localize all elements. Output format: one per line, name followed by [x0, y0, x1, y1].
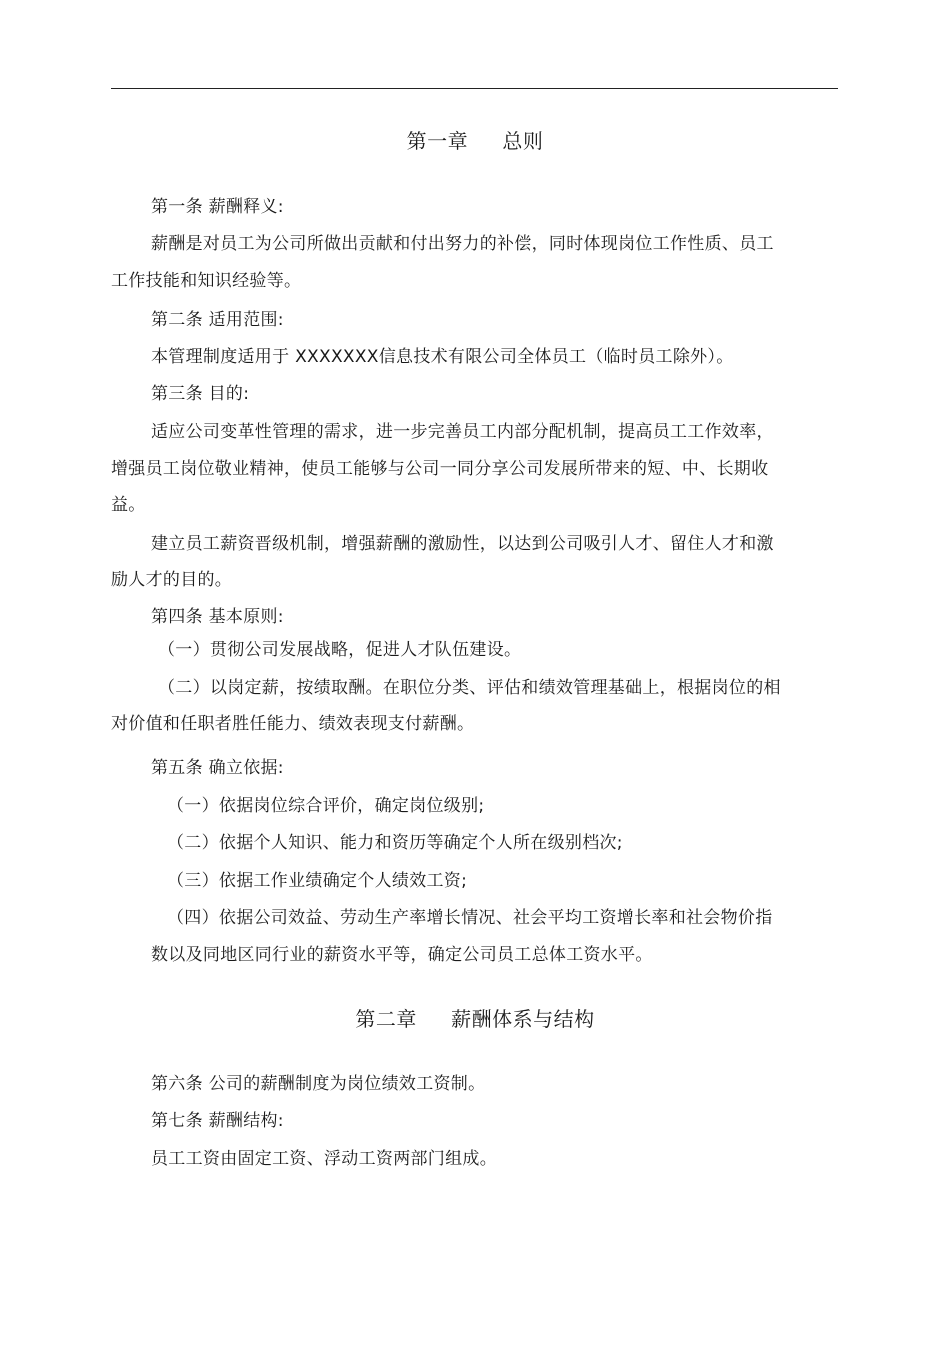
header-rule	[111, 88, 838, 89]
chapter-2-title: 第二章 薪酬体系与结构	[355, 1007, 595, 1031]
article-3-body-line-5: 励人才的目的。	[111, 570, 233, 590]
article-1-body-line-1: 薪酬是对员工为公司所做出贡献和付出努力的补偿，同时体现岗位工作性质、员工	[151, 234, 774, 254]
article-3-heading: 第三条 目的:	[151, 384, 250, 404]
article-4-item-2-line-2: 对价值和任职者胜任能力、绩效表现支付薪酬。	[111, 714, 475, 734]
article-5-item-1: （一）依据岗位综合评价，确定岗位级别;	[167, 796, 485, 816]
article-1-body-line-2: 工作技能和知识经验等。	[111, 271, 302, 291]
article-4-item-2-line-1: （二）以岗定薪，按绩取酬。在职位分类、评估和绩效管理基础上，根据岗位的相	[158, 678, 781, 698]
article-3-body-line-2: 增强员工岗位敬业精神，使员工能够与公司一同分享公司发展所带来的短、中、长期收	[111, 459, 769, 479]
article-4-heading: 第四条 基本原则:	[151, 607, 284, 627]
article-2-body: 本管理制度适用于 XXXXXXX信息技术有限公司全体员工（临时员工除外）。	[151, 347, 734, 367]
article-7-heading: 第七条 薪酬结构:	[151, 1111, 284, 1131]
article-3-body-line-3: 益。	[111, 495, 146, 515]
article-2-heading: 第二条 适用范围:	[151, 310, 284, 330]
article-7-body: 员工工资由固定工资、浮动工资两部门组成。	[151, 1149, 497, 1169]
article-3-body-line-4: 建立员工薪资晋级机制，增强薪酬的激励性，以达到公司吸引人才、留住人才和激	[151, 534, 774, 554]
article-5-heading: 第五条 确立依据:	[151, 758, 284, 778]
article-5-item-2: （二）依据个人知识、能力和资历等确定个人所在级别档次;	[167, 833, 623, 853]
article-3-body-line-1: 适应公司变革性管理的需求，进一步完善员工内部分配机制，提高员工工作效率，	[151, 422, 774, 442]
article-4-item-1: （一）贯彻公司发展战略，促进人才队伍建设。	[158, 640, 522, 660]
article-5-item-4-line-1: （四）依据公司效益、劳动生产率增长情况、社会平均工资增长率和社会物价指	[167, 908, 773, 928]
chapter-1-title: 第一章 总则	[406, 129, 544, 153]
article-1-heading: 第一条 薪酬释义:	[151, 197, 284, 217]
article-6: 第六条 公司的薪酬制度为岗位绩效工资制。	[151, 1074, 486, 1094]
article-5-item-3: （三）依据工作业绩确定个人绩效工资;	[167, 871, 468, 891]
article-5-item-4-line-2: 数以及同地区同行业的薪资水平等，确定公司员工总体工资水平。	[151, 945, 653, 965]
